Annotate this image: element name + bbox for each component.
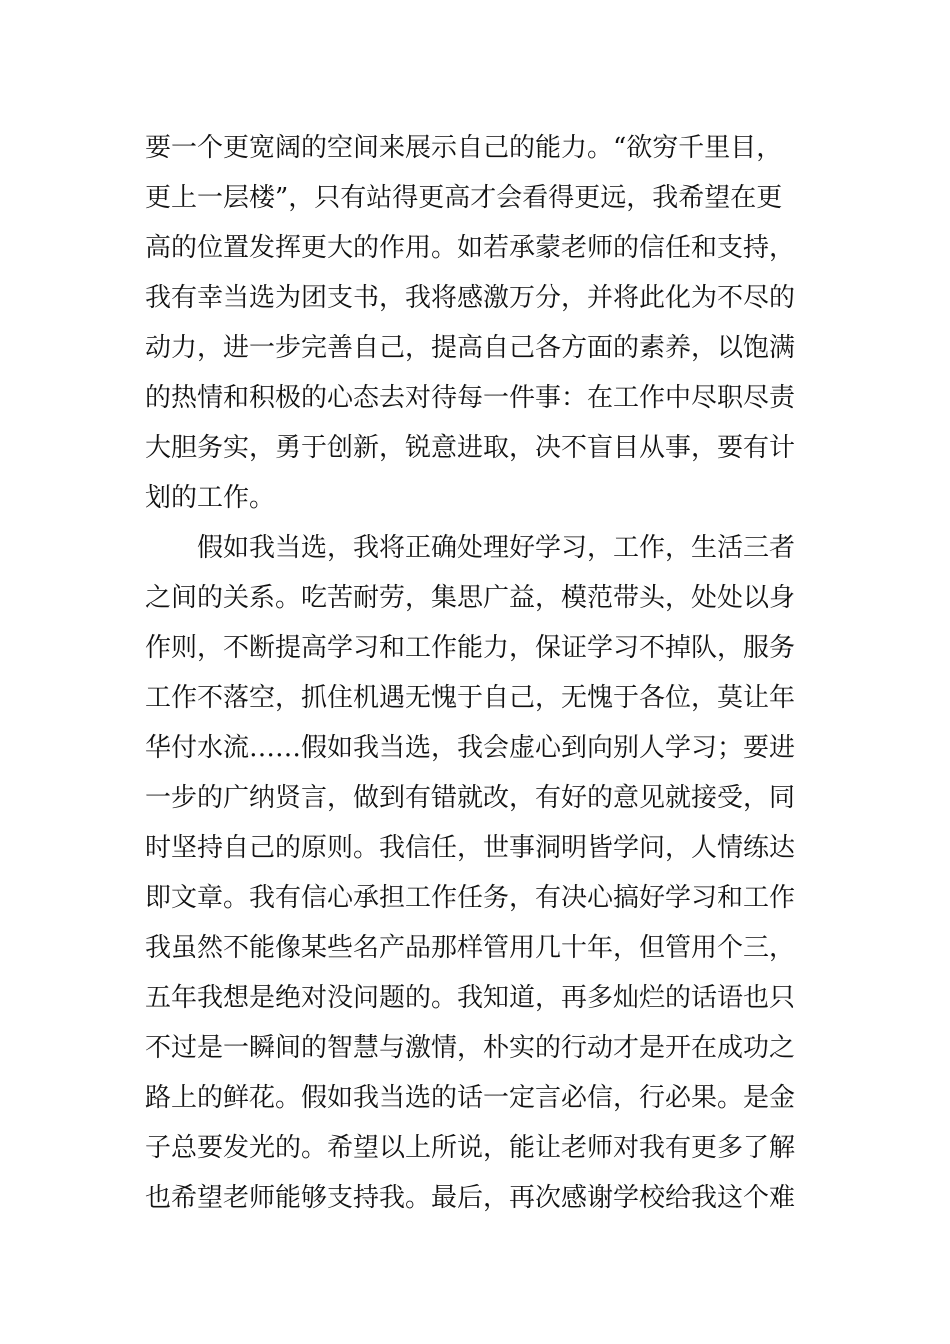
text-line: 我有幸当选为团支书，我将感激万分，并将此化为不尽的 — [145, 283, 796, 313]
text-line: 划的工作。 — [145, 483, 276, 513]
text-line: 作则，不断提高学习和工作能力，保证学习不掉队，服务 — [145, 633, 796, 663]
text-line: 假如我当选，我将正确处理好学习，工作，生活三者 — [145, 533, 796, 563]
text-line: 我虽然不能像某些名产品那样管用几十年，但管用个三， — [145, 933, 796, 963]
text-line: 工作不落空，抓住机遇无愧于自己，无愧于各位，莫让年 — [145, 683, 796, 713]
text-line: 更上一层楼”，只有站得更高才会看得更远，我希望在更 — [145, 183, 783, 213]
text-line: 高的位置发挥更大的作用。如若承蒙老师的信任和支持， — [145, 233, 796, 263]
text-line: 时坚持自己的原则。我信任，世事洞明皆学问，人情练达 — [145, 833, 796, 863]
document-body — [145, 123, 810, 1223]
text-line: 即文章。我有信心承担工作任务，有决心搞好学习和工作 — [145, 883, 796, 913]
text-line: 大胆务实，勇于创新，锐意进取，决不盲目从事，要有计 — [145, 433, 796, 463]
text-line: 也希望老师能够支持我。最后，再次感谢学校给我这个难 — [145, 1183, 796, 1213]
text-line: 动力，进一步完善自己，提高自己各方面的素养，以饱满 — [145, 333, 796, 363]
text-line: 之间的关系。吃苦耐劳，集思广益，模范带头，处处以身 — [145, 583, 796, 613]
text-line: 要一个更宽阔的空间来展示自己的能力。“欲穷千里目， — [145, 133, 783, 163]
text-line: 的热情和积极的心态去对待每一件事：在工作中尽职尽责 — [145, 383, 796, 413]
text-line: 华付水流……假如我当选，我会虚心到向别人学习；要进 — [145, 733, 796, 763]
text-line: 路上的鲜花。假如我当选的话一定言必信，行必果。是金 — [145, 1083, 796, 1113]
text-line: 五年我想是绝对没问题的。我知道，再多灿烂的话语也只 — [145, 983, 796, 1013]
text-line: 子总要发光的。希望以上所说，能让老师对我有更多了解 — [145, 1133, 796, 1163]
text-line: 不过是一瞬间的智慧与激情，朴实的行动才是开在成功之 — [145, 1033, 796, 1063]
text-line: 一步的广纳贤言，做到有错就改，有好的意见就接受，同 — [145, 783, 796, 813]
